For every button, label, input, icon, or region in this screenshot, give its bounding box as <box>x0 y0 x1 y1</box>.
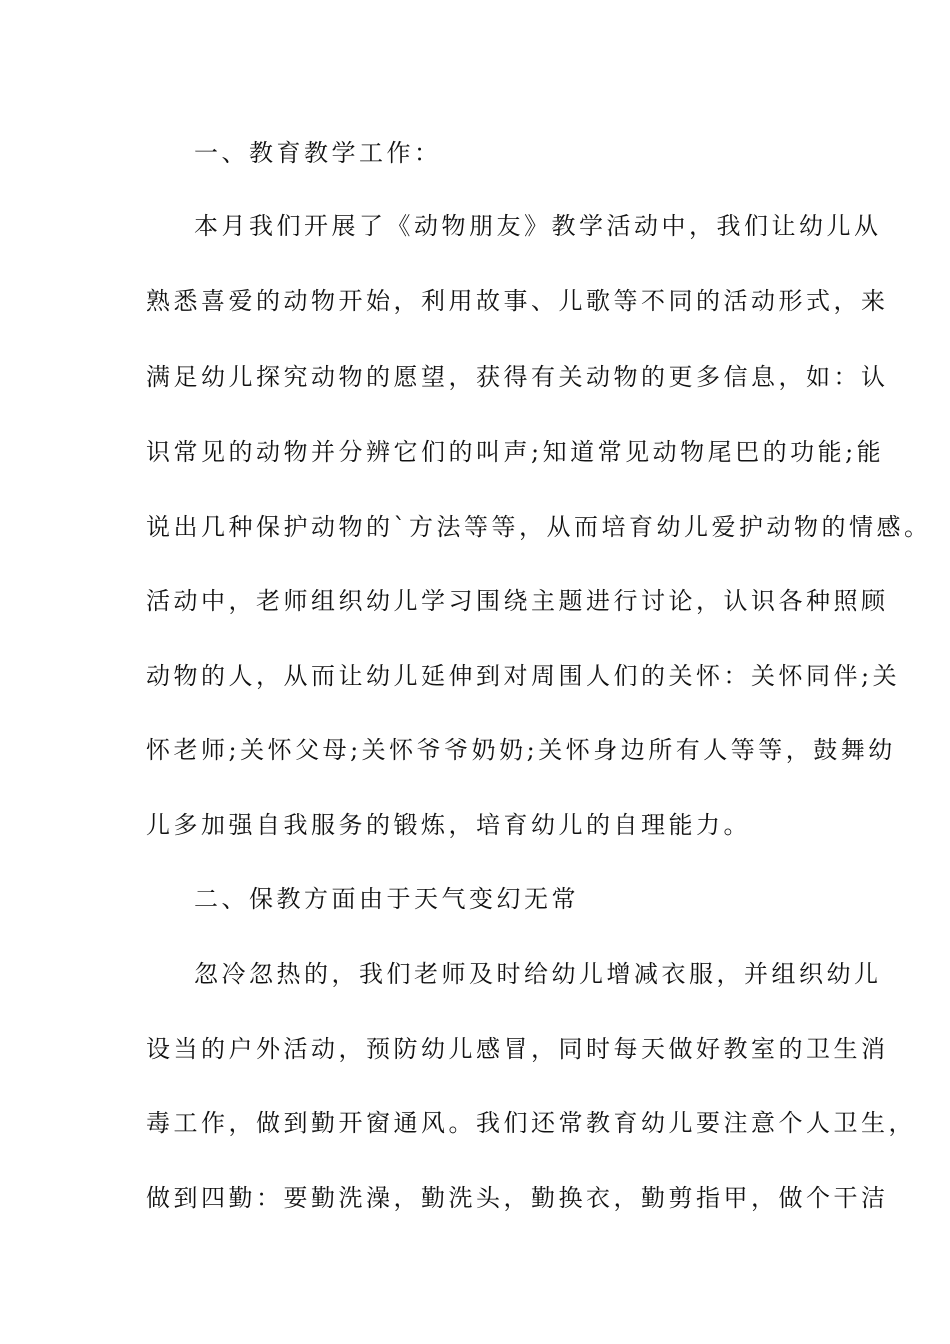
section-heading-care: 二、保教方面由于天气变幻无常 <box>194 885 579 913</box>
paragraph-line: 识常见的动物并分辨它们的叫声;知道常见动物尾巴的功能;能 <box>146 438 885 466</box>
paragraph-line: 忽冷忽热的，我们老师及时给幼儿增减衣服，并组织幼儿 <box>194 960 882 988</box>
paragraph-line: 毒工作，做到勤开窗通风。我们还常教育幼儿要注意个人卫生， <box>146 1109 916 1137</box>
paragraph-line: 动物的人，从而让幼儿延伸到对周围人们的关怀：关怀同伴;关 <box>146 662 901 690</box>
paragraph-line: 儿多加强自我服务的锻炼，培育幼儿的自理能力。 <box>146 811 751 839</box>
paragraph-line: 本月我们开展了《动物朋友》教学活动中，我们让幼儿从 <box>194 212 882 240</box>
paragraph-line: 满足幼儿探究动物的愿望，获得有关动物的更多信息，如：认 <box>146 363 889 391</box>
paragraph-line: 设当的户外活动，预防幼儿感冒，同时每天做好教室的卫生消 <box>146 1035 889 1063</box>
paragraph-line: 做到四勤：要勤洗澡，勤洗头，勤换衣，勤剪指甲，做个干洁 <box>146 1184 889 1212</box>
paragraph-line: 熟悉喜爱的动物开始，利用故事、儿歌等不同的活动形式，来 <box>146 287 889 315</box>
paragraph-line: 说出几种保护动物的`方法等等，从而培育幼儿爱护动物的情感。 <box>146 513 932 541</box>
paragraph-line: 活动中，老师组织幼儿学习围绕主题进行讨论，认识各种照顾 <box>146 587 889 615</box>
section-heading-teaching: 一、教育教学工作： <box>194 139 442 167</box>
paragraph-line: 怀老师;关怀父母;关怀爷爷奶奶;关怀身边所有人等等，鼓舞幼 <box>146 736 896 764</box>
